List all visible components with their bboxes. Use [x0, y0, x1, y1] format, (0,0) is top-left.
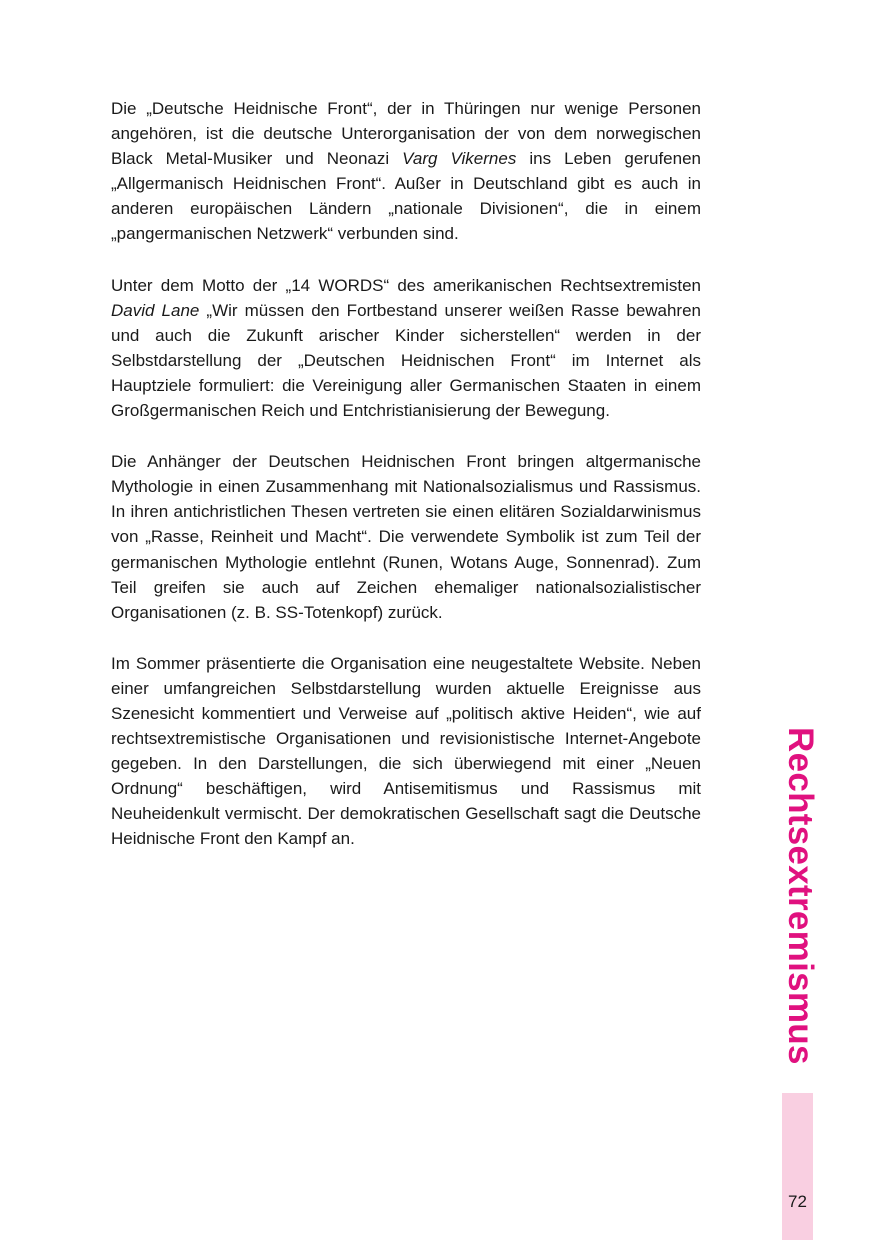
paragraph — [111, 449, 701, 625]
text-segment: Die „Deutsche Heidnische Front“, der in Thüringen nur wenige Personen angehören, ist die deutsche Unterorganisation der von dem norwegischen Black Metal-Musiker und Neonazi — [111, 99, 701, 169]
page-number: 72 — [788, 1192, 807, 1211]
text-segment: „Wir müssen den Fortbestand unserer weißen Rasse bewahren und auch die Zukunft arischer Kinder sicherstellen“ werden in der Selbstdarstellung der „Deutschen Heidnischen Front“ im Internet als Hauptziele formuliert: die Vereinigung aller Germanischen Staaten in einem Großgermanischen Reich und Entchristianisierung der Bewegung. — [111, 300, 701, 421]
text-segment: Die Anhänger der Deutschen Heidnischen Front bringen altgermanische Mythologie in einen Zusammenhang mit Nationalsozialismus und Rassismus. In ihren antichristlichen Thesen vertreten sie einen elitären Sozialdarwinismus von „Rasse, Reinheit und Macht“. Die verwendete Symbolik ist zum Teil der germanischen Mythologie entlehnt (Runen, Wotans Auge, Sonnenrad). Zum Teil greifen sie auch auf Zeichen ehemaliger nationalsozialistischer Organisationen (z. B. SS-Totenkopf) zurück. — [111, 452, 701, 622]
text-segment: Unter dem Motto der „14 WORDS“ des amerikanischen Rechtsextremisten — [111, 275, 701, 295]
italic-name: David Lane — [111, 300, 200, 320]
italic-name: Varg Vikernes — [402, 149, 517, 169]
text-segment: Im Sommer präsentierte die Organisation eine neugestaltete Website. Neben einer umfangreichen Selbstdarstellung wurden aktuelle Ereignisse aus Szenesicht kommentiert und Verweise auf „politisch aktive Heiden“, wie auf rechtsextremistische Organisationen und revisionistische Internet-Angebote gegeben. In den Darstellungen, die sich überwiegend mit einer „Neuen Ordnung“ beschäftigen, wird Antisemitismus und Rassismus mit Neuheidenkult vermischt. Der demokratischen Gesellschaft sagt die Deutsche Heidnische Front den Kampf an. — [111, 653, 701, 849]
page-tab — [782, 1093, 813, 1240]
paragraph — [111, 651, 701, 852]
text-segment: ins Leben gerufenen „Allgermanisch Heidnischen Front“. Außer in Deutschland gibt es auch in anderen europäischen Ländern „nationale Divisionen“, die in einem „pangermanischen Netzwerk“ verbunden sind. — [111, 149, 701, 244]
section-title-text: Rechtsextremismus — [781, 727, 820, 1065]
paragraph — [111, 96, 701, 247]
section-title — [770, 727, 830, 1065]
paragraph — [111, 273, 701, 424]
body-text — [111, 96, 701, 878]
